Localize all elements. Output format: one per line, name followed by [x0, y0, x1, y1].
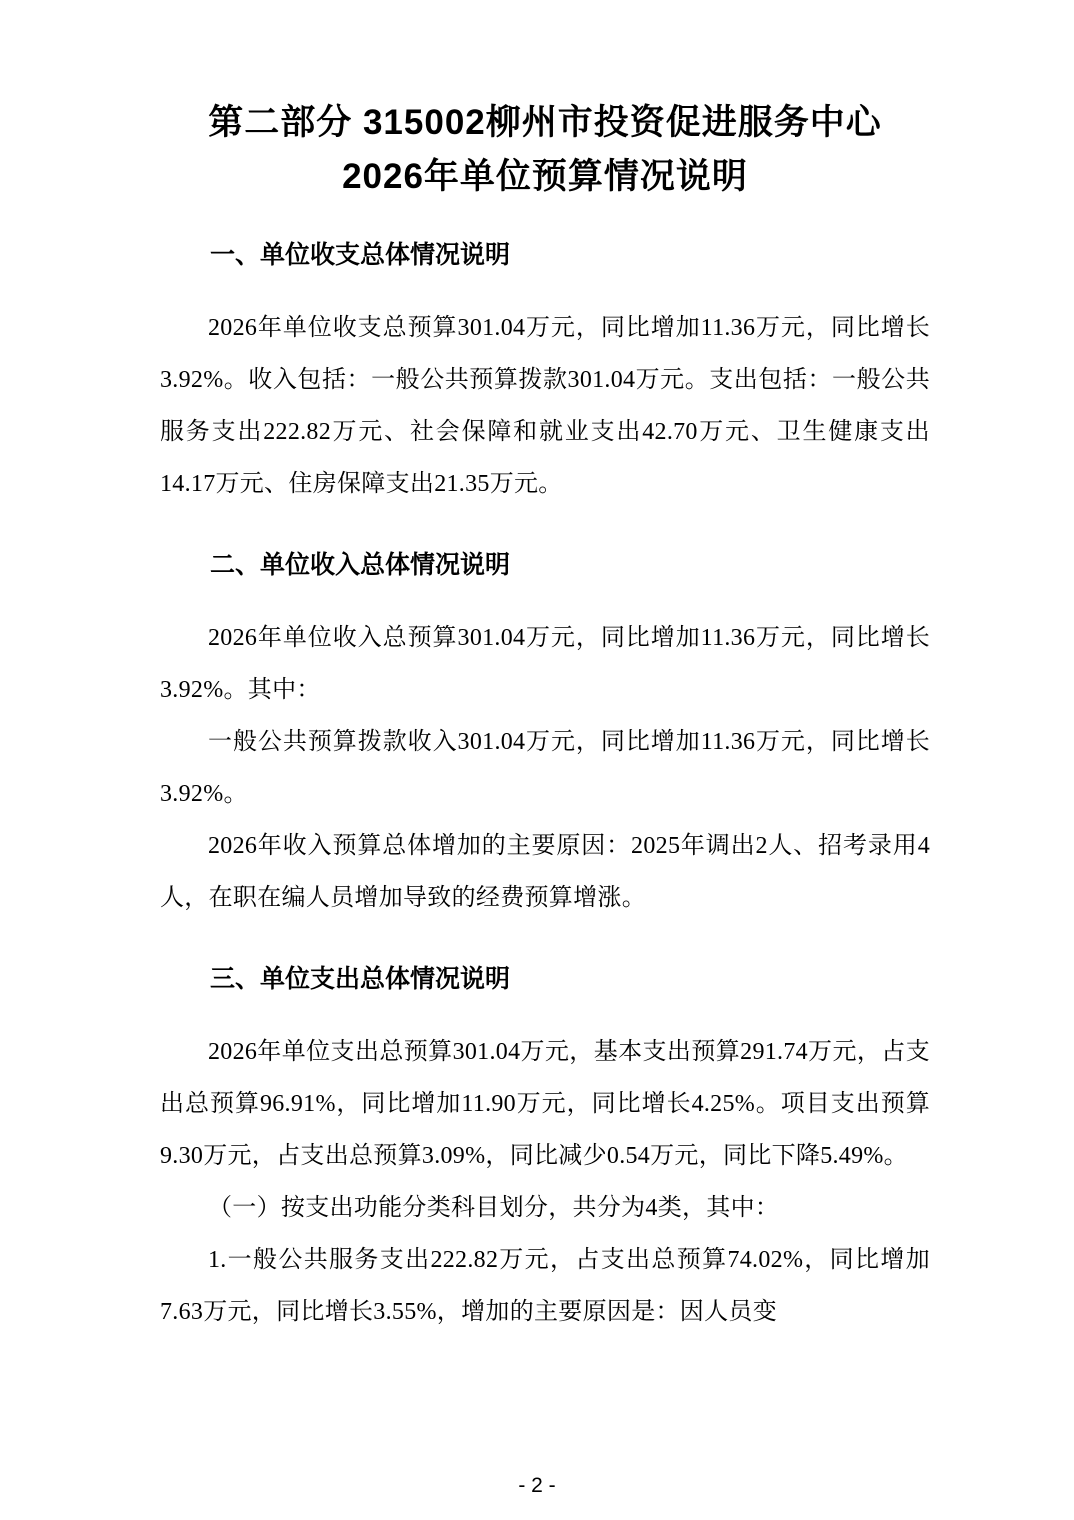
- page-title: [160, 96, 930, 204]
- paragraph: 2026年单位支出总预算301.04万元，基本支出预算291.74万元，占支出总预算96.91%，同比增加11.90万元，同比增长4.25%。项目支出预算9.30万元，占支出总预算3.09%，同比减少0.54万元，同比下降5.49%。: [160, 1039, 930, 1169]
- page-number: - 2 -: [518, 1474, 556, 1497]
- paragraph: （一）按支出功能分类科目划分，共分为4类，其中：: [208, 1195, 780, 1221]
- section-heading-3: 三、单位支出总体情况说明: [210, 965, 511, 993]
- paragraph: 2026年单位收支总预算301.04万元，同比增加11.36万元，同比增长3.92%。收入包括：一般公共预算拨款301.04万元。支出包括：一般公共服务支出222.82万元、社会保障和就业支出42.70万元、卫生健康支出14.17万元、住房保障支出21.35万元。: [160, 315, 930, 497]
- page-title-line2: 2026年单位预算情况说明: [342, 157, 748, 196]
- paragraph: 1.一般公共服务支出222.82万元，占支出总预算74.02%，同比增加7.63万元，同比增长3.55%，增加的主要原因是：因人员变: [160, 1247, 930, 1325]
- paragraph: 2026年收入预算总体增加的主要原因：2025年调出2人、招考录用4人，在职在编人员增加导致的经费预算增涨。: [160, 833, 930, 911]
- page-title-line1: 第二部分 315002柳州市投资促进服务中心: [208, 103, 882, 142]
- section-heading-2: 二、单位收入总体情况说明: [210, 551, 511, 579]
- paragraph: 一般公共预算拨款收入301.04万元，同比增加11.36万元，同比增长3.92%。: [160, 729, 930, 807]
- paragraph: 2026年单位收入总预算301.04万元，同比增加11.36万元，同比增长3.92%。其中：: [160, 625, 930, 703]
- section-heading-1: 一、单位收支总体情况说明: [210, 241, 511, 269]
